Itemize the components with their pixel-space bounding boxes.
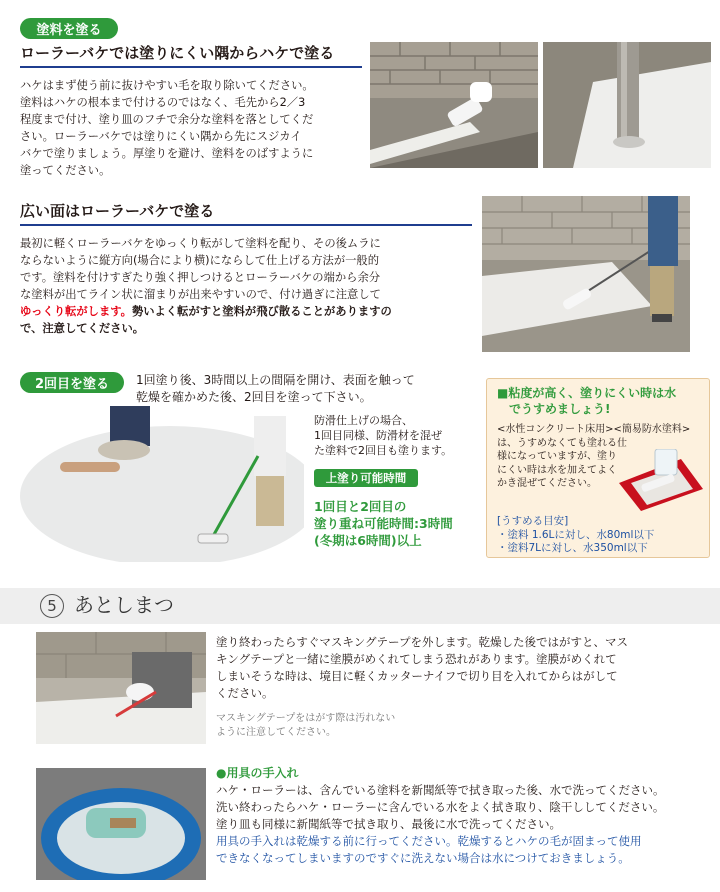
section-heading-roller: 広い面はローラーバケで塗る [20,202,215,220]
section-pill-paint: 塗料を塗る [20,18,118,39]
section-title-cleanup: あとしまつ [74,593,174,617]
anti-slip-note: 防滑仕上げの場合、 1回目同様、防滑材を混ぜ た塗料で2回目も塗ります。 [314,414,453,457]
photo-brush-pole [543,42,711,168]
roller-instructions: 最初に軽くローラーバケをゆっくり転がして塗料を配り、その後ムラに ならないように縦方向(場合により横)にならして仕上げる方法が一般的 です。塗料を付けすぎたり強く押しつけるとローラーバケの端から余分 な塗料が出てライン状に溜まりが出来やすいので、付け過ぎに注意して ゆっくり転がします。勢いよく転がすと塗料が飛び散ることがありますの で、注意してください。 [20,237,392,335]
recoat-time-text: 1回目と2回目の 塗り重ね可能時間:3時間 (冬期は6時間)以上 [314,499,453,548]
section-heading-brush: ローラーバケでは塗りにくい隅からハケで塗る [20,44,335,62]
photo-roller-wide [482,196,690,352]
step-number-badge: 5 [40,594,64,618]
dilution-guide: [うすめる目安] ・塗料 1.6Lに対し、水80ml以下 ・塗料7Lに対し、水350ml以下 [497,515,655,554]
paint-tray-illustration [611,449,707,513]
section-pill-second-coat: 2回目を塗る [20,372,124,393]
cleanup-instructions: 塗り終わったらすぐマスキングテープを外します。乾燥した後ではがすと、マス キングテープと一緒に塗膜がめくれてしまう恐れがあります。塗膜がめくれて しまいそうな時は、境目に軽くカッターナイフで切り目を入れてからはがして ください。 [216,635,629,700]
photo-masking-tape [36,632,206,744]
heading-rule-2 [20,224,472,226]
tool-care-instructions: ハケ・ローラーは、含んでいる塗料を新聞紙等で拭き取った後、水で洗ってください。 洗い終わったらハケ・ローラーに含んでいる水をよく拭き取り、陰干ししてください。 塗り皿も同様に新聞紙等で拭き取り、最後に水で洗ってください。 用具の手入れは乾燥する前に行ってください。乾燥するとハケの毛が固まって使用 できなくなってしまいますのですぐに洗えない場合は水につけておきましょう。 [216,783,665,865]
dilution-tip-box [486,378,710,558]
tool-care-heading: ●用具の手入れ [216,766,299,780]
brush-instructions: ハケはまず使う前に抜けやすい毛を取り除いてください。 塗料はハケの根本まで付けるのではなく、毛先から2／3 程度まで付け、塗り皿のフチで余分な塗料を落としてくだ さい。ローラーバケでは塗りにくい隅から先にスジカイ バケで塗りましょう。厚塗りを避け、塗料をのばすように 塗ってください。 [20,79,314,177]
photo-second-coat [20,406,304,562]
photo-washing-brush [36,768,206,880]
tip-body: <水性コンクリート床用><簡易防水塗料> は、うすめなくても塗れる仕 様になっていますが、塗り にくい時は水を加えてよく かき混ぜてください。 [497,424,691,489]
recoat-time-badge: 上塗り可能時間 [314,469,418,487]
second-coat-intro: 1回塗り後、3時間以上の間隔を開け、表面を触って 乾燥を確かめた後、2回目を塗って下さい。 [136,373,415,404]
tip-title: ■粘度が高く、塗りにくい時は水 でうすめましょう! [497,386,677,416]
masking-caption: マスキングテープをはがす際は汚れない ように注意してください。 [216,713,396,738]
photo-brush-corner [370,42,538,168]
heading-rule [20,66,362,68]
